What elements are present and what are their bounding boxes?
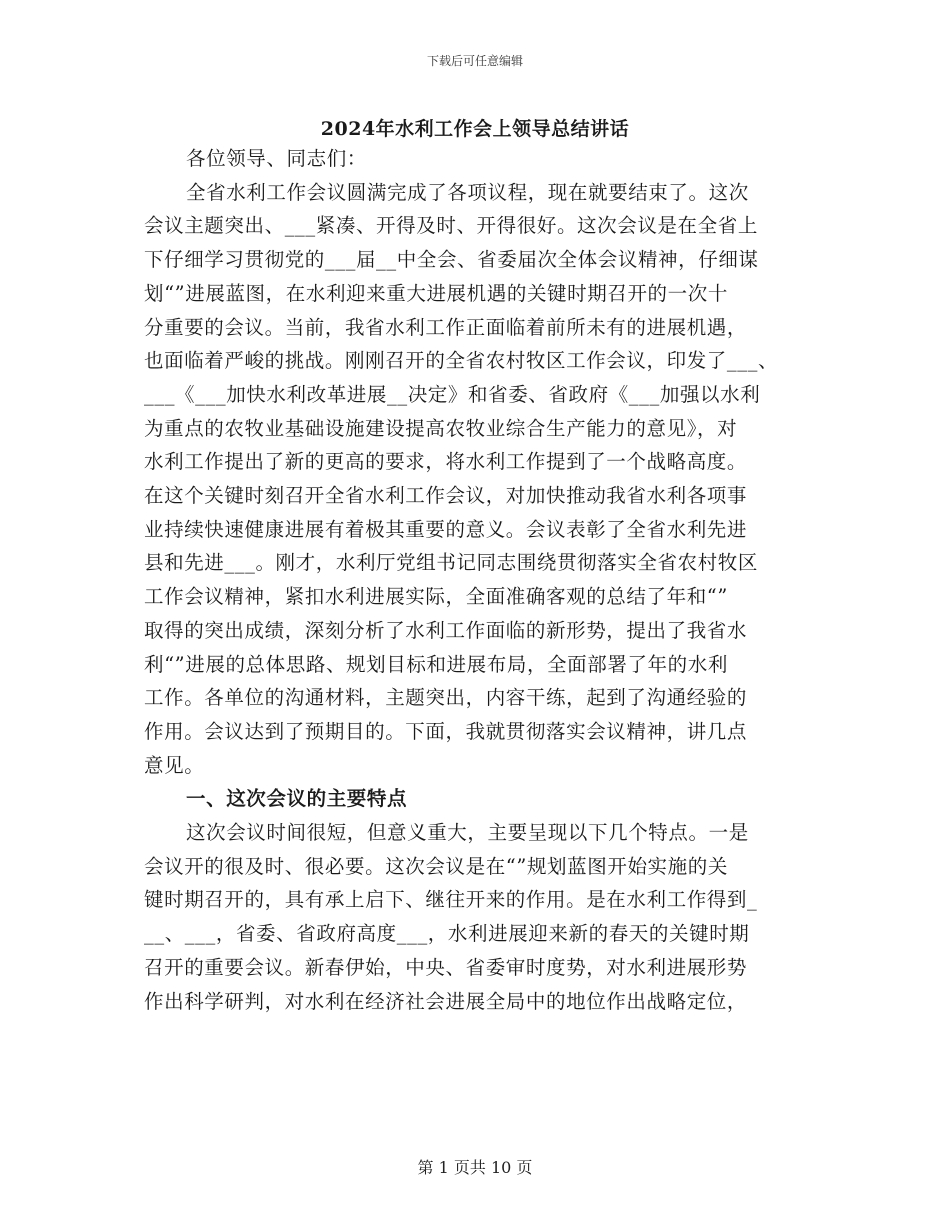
section-heading: 一、这次会议的主要特点: [186, 787, 408, 811]
paragraph-line: 下仔细学习贯彻党的___届__中全会、省委届次全体会议精神，仔细谋: [144, 248, 759, 272]
paragraph-line: 会议主题突出、___紧凑、开得及时、开得很好。这次会议是在全省上: [144, 214, 758, 238]
paragraph-line: 水利工作提出了新的更高的要求，将水利工作提到了一个战略高度。: [144, 450, 748, 474]
paragraph-line: 业持续快速健康进展有着极其重要的意义。会议表彰了全省水利先进: [144, 517, 748, 541]
paragraph-line: __、___，省委、省政府高度___，水利进展迎来新的春天的关键时期: [144, 922, 750, 946]
paragraph-line: 作用。会议达到了预期目的。下面，我就贯彻落实会议精神，讲几点: [144, 719, 748, 743]
paragraph-line: 在这个关键时刻召开全省水利工作会议，对加快推动我省水利各项事: [144, 484, 748, 507]
paragraph-line: 县和先进___。刚才，水利厅党组书记同志围绕贯彻落实全省农村牧区: [144, 551, 758, 575]
paragraph-line: 为重点的农牧业基础设施建设提高农牧业综合生产能力的意见》，对: [144, 416, 738, 440]
paragraph-line: ___《___加快水利改革进展__决定》和省委、省政府《___加强以水利: [144, 382, 761, 406]
paragraph-line: 工作。各单位的沟通材料，主题突出，内容干练，起到了沟通经验的: [144, 686, 748, 710]
paragraph-line: 分重要的会议。当前，我省水利工作正面临着前所未有的进展机遇，: [144, 315, 748, 339]
paragraph-line: 这次会议时间很短，但意义重大，主要呈现以下几个特点。一是: [186, 821, 749, 844]
paragraph-line: 划“”进展蓝图，在水利迎来重大进展机遇的关键时期召开的一次十: [144, 281, 728, 305]
paragraph-line: 各位领导、同志们：: [186, 147, 367, 170]
paragraph-line: 利“”进展的总体思路、规划目标和进展布局，全面部署了年的水利: [144, 652, 728, 676]
paragraph-line: 工作会议精神，紧扣水利进展实际，全面准确客观的总结了年和“”: [144, 585, 728, 609]
page-number: 第 1 页共 10 页: [417, 1158, 533, 1177]
paragraph-line: 键时期召开的，具有承上启下、继往开来的作用。是在水利工作得到_: [144, 888, 758, 912]
paragraph-line: 全省水利工作会议圆满完成了各项议程，现在就要结束了。这次: [186, 180, 749, 204]
paragraph-line: 也面临着严峻的挑战。刚刚召开的全省农村牧区工作会议，印发了___、: [144, 349, 779, 373]
paragraph-line: 召开的重要会议。新春伊始，中央、省委审时度势，对水利进展形势: [144, 955, 748, 979]
paragraph-line: 会议开的很及时、很必要。这次会议是在“”规划蓝图开始实施的关: [144, 854, 728, 878]
header-note: 下载后可任意编辑: [426, 54, 523, 68]
document-title: 2024年水利工作会上领导总结讲话: [320, 118, 630, 140]
paragraph-line: 意见。: [144, 753, 205, 777]
paragraph-line: 取得的突出成绩，深刻分析了水利工作面临的新形势，提出了我省水: [144, 618, 748, 642]
paragraph-line: 作出科学研判，对水利在经济社会进展全局中的地位作出战略定位，: [144, 989, 748, 1013]
